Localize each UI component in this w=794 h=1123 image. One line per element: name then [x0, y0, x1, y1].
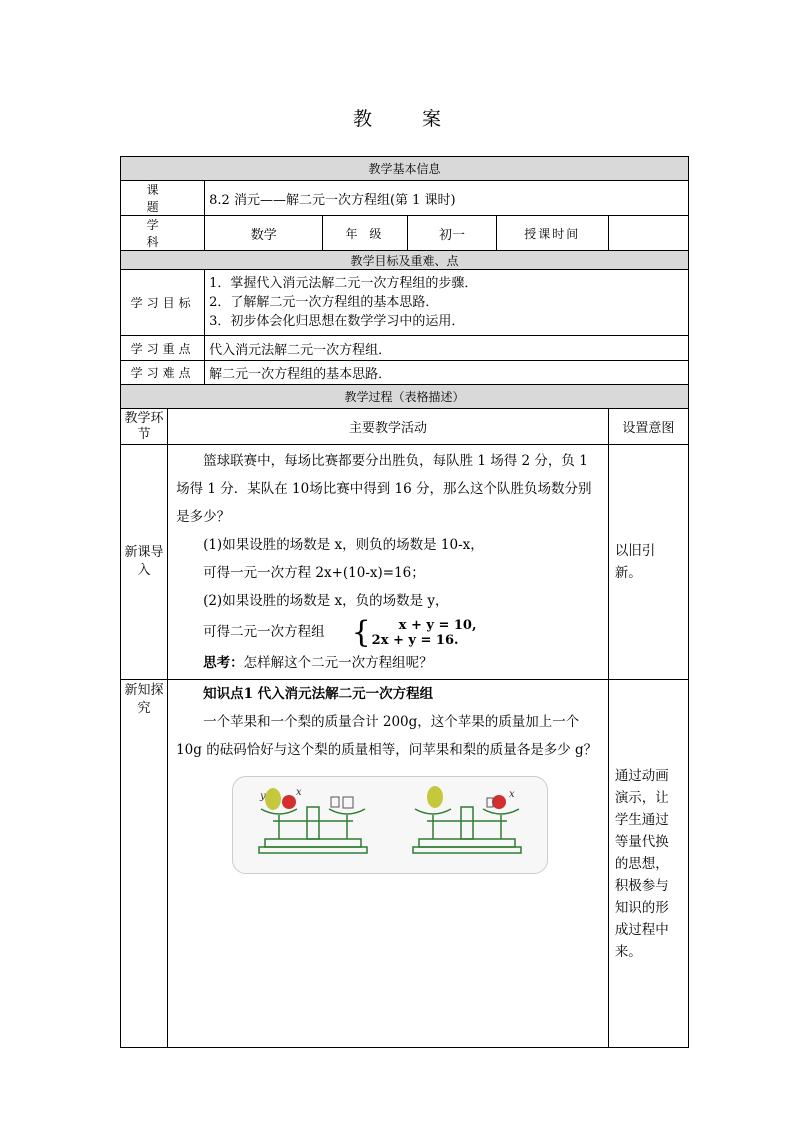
goal-item: 2．了解解二元一次方程组的基本思路．	[209, 295, 439, 310]
balance-scale-left	[259, 807, 367, 853]
apple-icon	[492, 795, 506, 809]
subject-label: 学 科	[121, 216, 205, 251]
think-text: 怎样解这个二元一次方程组呢？	[243, 655, 433, 671]
weight-icon	[331, 797, 339, 807]
difficulty-label: 学习难点	[121, 361, 205, 385]
pear-icon	[265, 788, 281, 810]
basic-info-header: 教学基本信息	[121, 157, 689, 181]
apple-icon	[282, 795, 296, 809]
key-point-value: 代入消元法解二元一次方程组．	[205, 336, 689, 361]
grade-label: 年 级	[323, 216, 408, 251]
goal-item: 1．掌握代入消元法解二元一次方程组的步骤．	[209, 276, 478, 291]
lesson-plan-table	[120, 156, 689, 1048]
intro-intent: 以旧引新。	[608, 445, 688, 680]
intro-line-2: 可得一元一次方程 2x+(10-x)=16；	[203, 565, 425, 581]
explore-activity	[168, 680, 609, 1048]
stage-explore: 新知探究	[121, 680, 168, 1048]
intro-line-4: 可得二元一次方程组	[203, 624, 325, 640]
goals-list	[205, 270, 689, 336]
explore-intent: 通过动画演示，让学生通过等量代换的思想，积极参与知识的形成过程中来。	[608, 680, 688, 1048]
intro-problem: 篮球联赛中，每场比赛都要分出胜负，每队胜 1 场得 2 分，负 1 场得 1 分．某队在 10场比赛中得到 16 分，那么这个队胜负场数分别是多少？	[176, 453, 592, 525]
page-title: 教 案	[352, 108, 464, 130]
grade-value: 初一	[408, 216, 496, 251]
equation-1: x + y = 10,	[398, 617, 477, 633]
balance-scale-figure	[232, 776, 548, 874]
difficulty-value: 解二元一次方程组的基本思路．	[205, 361, 689, 385]
weight-icon	[343, 797, 353, 808]
goal-item: 3．初步体会化归思想在数学学习中的运用．	[209, 314, 465, 329]
label-x: x	[509, 789, 515, 800]
knowledge-point-title: 知识点1 代入消元法解二元一次方程组	[203, 686, 434, 702]
think-label: 思考：	[203, 655, 244, 671]
stage-intro: 新课导入	[121, 445, 168, 680]
label-x: x	[296, 787, 302, 798]
intro-line-1: (1)如果设胜的场数是 x，则负的场数是 10-x，	[203, 537, 484, 553]
process-header: 教学过程（表格描述）	[121, 385, 689, 409]
pear-icon	[427, 786, 443, 808]
subject-value: 数学	[205, 216, 323, 251]
key-point-label: 学习重点	[121, 336, 205, 361]
col-stage-header: 教学环节	[121, 409, 168, 445]
explore-problem: 一个苹果和一个梨的质量合计 200g，这个苹果的质量加上一个 10g 的砝码恰好与这个梨的质量相等，问苹果和梨的质量各是多少 g？	[176, 714, 598, 758]
equation-system: { x + y = 10, 2x + y = 16.	[351, 614, 477, 650]
topic-label: 课 题	[121, 181, 205, 216]
col-activity-header: 主要教学活动	[168, 409, 609, 445]
goals-label: 学习目标	[121, 270, 205, 336]
equation-2: 2x + y = 16.	[371, 632, 459, 648]
objectives-header: 教学目标及重难、点	[121, 251, 689, 270]
col-intent-header: 设置意图	[608, 409, 688, 445]
intro-activity	[168, 445, 609, 680]
time-label: 授课时间	[496, 216, 608, 251]
time-value	[608, 216, 688, 251]
label-y: y	[260, 791, 266, 802]
balance-scale-right	[413, 807, 521, 853]
topic-value: 8.2 消元——解二元一次方程组(第 1 课时)	[205, 181, 689, 216]
intro-line-3: (2)如果设胜的场数是 x，负的场数是 y，	[203, 593, 449, 609]
balance-scale-illustration	[233, 777, 547, 873]
